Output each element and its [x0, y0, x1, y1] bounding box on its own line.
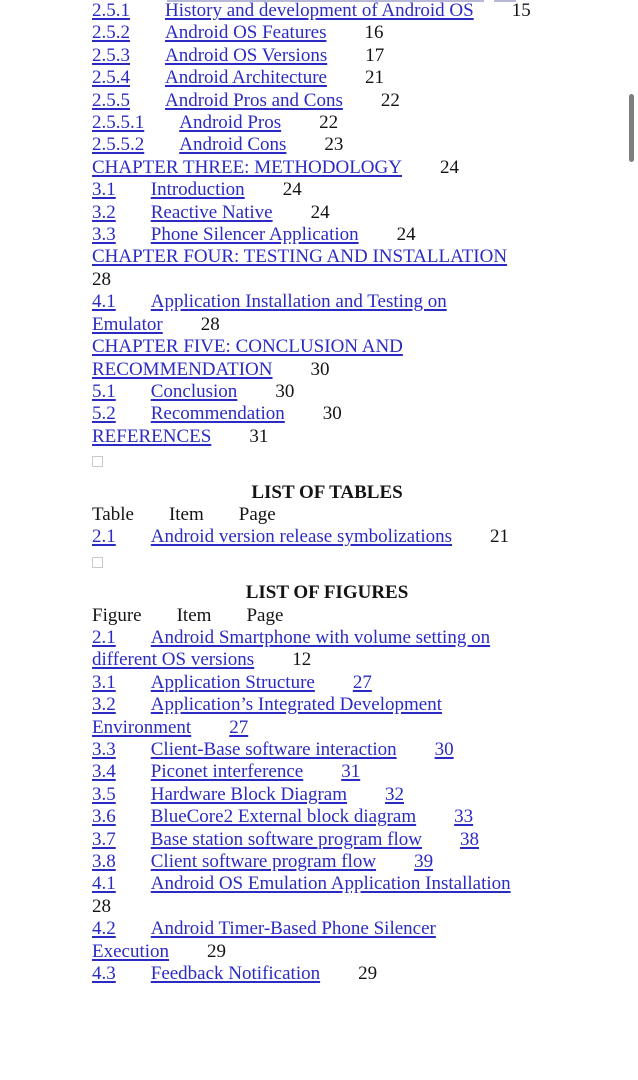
page-number: 23	[324, 134, 344, 156]
column-label: Table	[92, 503, 134, 525]
toc-number-link[interactable]: 2.5.4	[92, 67, 130, 89]
page-number: 29	[207, 940, 227, 962]
toc-entry	[92, 0, 562, 22]
figure-title-link[interactable]: Base station software program flow	[150, 828, 422, 850]
figure-entry	[92, 873, 562, 918]
column-label: Item	[168, 503, 204, 525]
list-of-tables-column-header	[92, 504, 562, 526]
toc-number-link[interactable]: 2.5.5.1	[92, 112, 145, 134]
toc-title-link[interactable]: Recommendation	[150, 403, 285, 425]
toc-entry	[92, 403, 562, 425]
toc-title-link[interactable]: Android Pros	[179, 112, 282, 134]
figure-title-link[interactable]: different OS versions	[92, 649, 255, 671]
toc-number-link[interactable]: 2.5.3	[92, 44, 130, 66]
page-number: 28	[92, 895, 111, 917]
toc-title-link[interactable]: Introduction	[150, 179, 245, 201]
list-of-figures-column-header	[92, 605, 562, 627]
toc-number-link[interactable]: 5.1	[92, 380, 116, 402]
figure-number-link[interactable]: 3.2	[92, 694, 116, 716]
toc-entry	[92, 45, 562, 67]
column-label: Page	[238, 503, 276, 525]
figure-number-link[interactable]: 2.1	[92, 626, 116, 648]
toc-title-link[interactable]: CHAPTER FIVE: CONCLUSION AND	[92, 336, 403, 358]
figure-page-link[interactable]: 27	[229, 716, 249, 738]
toc-title-link[interactable]: CHAPTER THREE: METHODOLOGY	[92, 156, 402, 178]
figure-entry	[92, 784, 562, 806]
figure-page-link[interactable]: 39	[414, 851, 434, 873]
figure-title-link[interactable]: Android Timer-Based Phone Silencer	[150, 918, 436, 940]
figure-number-link[interactable]: 4.3	[92, 963, 116, 985]
toc-number-link[interactable]: 3.3	[92, 224, 116, 246]
toc-title-link[interactable]: Emulator	[92, 313, 163, 335]
page-number: 28	[92, 268, 111, 290]
list-of-tables-section	[92, 526, 562, 571]
figure-number-link[interactable]: 4.1	[92, 873, 116, 895]
figure-page-link[interactable]: 31	[341, 761, 361, 783]
figure-entry	[92, 672, 562, 694]
figure-number-link[interactable]: 3.1	[92, 671, 116, 693]
toc-entry	[92, 67, 562, 89]
toc-title-link[interactable]: Android Pros and Cons	[165, 89, 343, 111]
figure-title-link[interactable]: Feedback Notification	[150, 963, 321, 985]
toc-number-link[interactable]: 5.2	[92, 403, 116, 425]
figure-title-link[interactable]: Environment	[92, 716, 192, 738]
toc-title-link[interactable]: REFERENCES	[92, 425, 212, 447]
figure-entry	[92, 627, 562, 672]
toc-entry	[92, 381, 562, 403]
figure-entry	[92, 851, 562, 873]
toc-title-link[interactable]: Android Architecture	[165, 67, 327, 89]
toc-title-link[interactable]: Application Installation and Testing on	[150, 291, 447, 313]
figure-title-link[interactable]: Android OS Emulation Application Installation	[150, 873, 511, 895]
toc-number-link[interactable]: 2.5.2	[92, 22, 130, 44]
toc-entry	[92, 22, 562, 44]
figure-page-link[interactable]: 27	[352, 671, 372, 693]
figure-number-link[interactable]: 3.6	[92, 806, 116, 828]
toc-title-link[interactable]: RECOMMENDATION	[92, 358, 273, 380]
toc-number-link[interactable]: 3.2	[92, 201, 116, 223]
toc-number-link[interactable]: 2.5.5	[92, 89, 130, 111]
figure-entry	[92, 739, 562, 761]
figure-entry	[92, 918, 562, 963]
toc-number-link[interactable]: 2.5.1	[92, 0, 130, 21]
toc-entry	[92, 157, 562, 179]
missing-glyph-row	[92, 549, 562, 571]
page-number: 30	[310, 358, 330, 380]
page-number: 30	[322, 403, 342, 425]
toc-entry	[92, 90, 562, 112]
page-number: 29	[358, 963, 378, 985]
figure-entry	[92, 806, 562, 828]
scrollbar-thumb[interactable]	[629, 94, 634, 162]
column-label: Item	[176, 604, 212, 626]
toc-entry	[92, 112, 562, 134]
page-number: 16	[364, 22, 384, 44]
toc-entry	[92, 202, 562, 224]
table-entry	[92, 526, 562, 548]
figure-title-link[interactable]: Android Smartphone with volume setting on	[150, 626, 491, 648]
figure-title-link[interactable]: Client-Base software interaction	[150, 739, 397, 760]
list-of-figures-heading: LIST OF FIGURES	[245, 582, 409, 604]
page-number: 31	[249, 425, 269, 447]
figure-title-link[interactable]: Piconet interference	[150, 761, 304, 783]
figure-number-link[interactable]: 3.7	[92, 828, 116, 850]
page-number: 12	[292, 649, 312, 671]
toc-entry	[92, 179, 562, 201]
toc-entry	[92, 291, 562, 336]
toc-entry	[92, 246, 562, 291]
page-number: 28	[200, 313, 220, 335]
figure-title-link[interactable]: Execution	[92, 940, 170, 962]
figure-entry	[92, 963, 562, 985]
toc-entry	[92, 426, 562, 448]
table-number-link[interactable]: 2.1	[92, 526, 116, 548]
missing-glyph-box	[92, 456, 103, 467]
page-number: 24	[396, 224, 416, 246]
missing-glyph-box	[92, 557, 103, 568]
figure-entry	[92, 829, 562, 851]
toc-entry	[92, 134, 562, 156]
page-number: 21	[364, 67, 384, 89]
figure-number-link[interactable]: 4.2	[92, 918, 116, 940]
column-label: Page	[246, 604, 284, 626]
list-of-tables-heading: LIST OF TABLES	[251, 481, 403, 503]
toc-title-link[interactable]: History and development of Android OS	[165, 0, 474, 21]
toc-title-link[interactable]: Android OS Versions	[165, 44, 328, 66]
page-number: 22	[319, 112, 339, 134]
figure-title-link[interactable]: Application’s Integrated Development	[150, 694, 442, 716]
figure-page-link[interactable]: 33	[454, 806, 474, 828]
figure-number-link[interactable]: 3.5	[92, 783, 116, 805]
toc-title-link[interactable]: Android Cons	[179, 134, 287, 156]
column-label: Figure	[92, 604, 142, 626]
table-title-link[interactable]: Android version release symbolizations	[150, 526, 453, 548]
figure-title-link[interactable]: Application Structure	[150, 671, 315, 693]
toc-title-link[interactable]: CHAPTER FOUR: TESTING AND INSTALLATION	[92, 246, 508, 268]
figure-entry	[92, 694, 562, 739]
figure-number-link[interactable]: 3.3	[92, 739, 116, 760]
page-number: 30	[275, 380, 295, 402]
figure-title-link[interactable]: Hardware Block Diagram	[150, 783, 348, 805]
figure-entry	[92, 761, 562, 783]
table-of-contents-section	[92, 0, 562, 471]
figure-number-link[interactable]: 3.4	[92, 761, 116, 783]
list-of-figures-section	[92, 627, 562, 986]
toc-number-link[interactable]: 4.1	[92, 291, 116, 313]
figure-number-link[interactable]: 3.8	[92, 851, 116, 873]
toc-entry	[92, 224, 562, 246]
toc-title-link[interactable]: Conclusion	[150, 380, 238, 402]
toc-title-link[interactable]: Android OS Features	[165, 22, 327, 44]
toc-title-link[interactable]: Phone Silencer Application	[150, 224, 359, 246]
page-number: 22	[380, 89, 400, 111]
toc-title-link[interactable]: Reactive Native	[150, 201, 273, 223]
figure-page-link[interactable]: 32	[385, 783, 405, 805]
page-number: 21	[490, 526, 510, 548]
page-number: 24	[310, 201, 330, 223]
figure-page-link[interactable]: 38	[459, 828, 479, 850]
figure-title-link[interactable]: Client software program flow	[150, 851, 377, 873]
missing-glyph-row	[92, 448, 562, 470]
page-number: 17	[365, 44, 385, 66]
figure-page-link[interactable]: 30	[434, 739, 454, 760]
toc-number-link[interactable]: 2.5.5.2	[92, 134, 145, 156]
toc-number-link[interactable]: 3.1	[92, 179, 116, 201]
toc-entry	[92, 336, 562, 381]
document-page	[92, 0, 562, 985]
page-number: 24	[439, 156, 459, 178]
figure-title-link[interactable]: BlueCore2 External block diagram	[150, 806, 417, 828]
page-number: 24	[282, 179, 302, 201]
page-number: 15	[511, 0, 531, 21]
